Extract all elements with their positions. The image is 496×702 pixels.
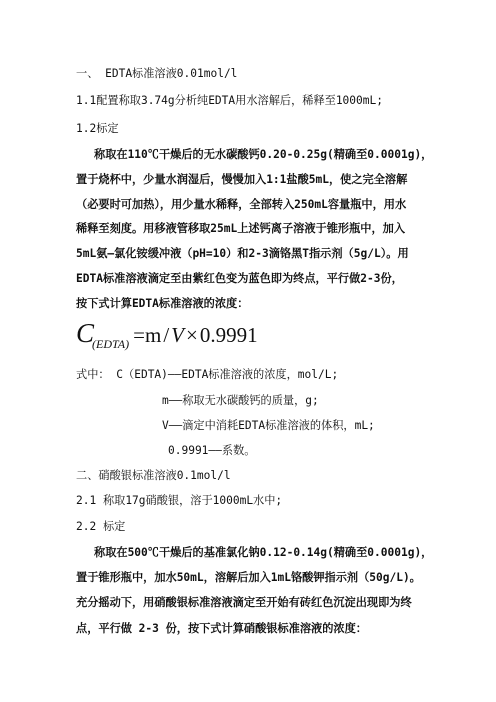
legend-line: m——称取无水碳酸钙的质量，g;: [162, 394, 319, 407]
paragraph-1-line: 5mL氨—氯化铵缓冲液（pH=10）和2-3滴铬黑T指示剂（5g/L）。用: [76, 247, 409, 260]
heading-edta: 一、 EDTA标准溶液0.01mol/l: [76, 67, 238, 80]
step-2-2: 2.2 标定: [76, 520, 126, 533]
paragraph-1-line: 稀释至刻度。用移液管移取25mL上述钙离子溶液于锥形瓶中，加入: [76, 222, 406, 235]
paragraph-2-line: 充分摇动下，用硝酸银标准溶液滴定至开始有砖红色沉淀出现即为终: [76, 596, 412, 609]
paragraph-1-line: 按下式计算EDTA标准溶液的浓度：: [76, 297, 249, 310]
paragraph-1-line: 称取在110℃干燥后的无水碳酸钙0.20-0.25g(精确至0.0001g)，: [94, 148, 433, 161]
formula-times: ×: [185, 323, 198, 347]
paragraph-2-line: 点，平行做 2-3 份，按下式计算硝酸银标准溶液的浓度：: [76, 622, 367, 635]
paragraph-1-line: 置于烧杯中，少量水润湿后，慢慢加入1:1盐酸5mL，使之完全溶解: [76, 173, 408, 186]
legend-line: 式中： C（EDTA)——EDTA标准溶液的浓度，mol/L;: [76, 368, 339, 381]
step-1-2: 1.2标定: [76, 122, 119, 135]
paragraph-2-line: 置于锥形瓶中，加水50mL，溶解后加入1mL铬酸钾指示剂（50g/L)。: [76, 571, 421, 584]
formula-v: V: [171, 323, 184, 347]
step-2-1: 2.1 称取17g硝酸银，溶于1000mL水中;: [76, 494, 283, 507]
paragraph-1-line: EDTA标准溶液滴定至由紫红色变为蓝色即为终点，平行做2-3份，: [76, 272, 403, 285]
formula-constant: 0.9991: [199, 323, 258, 347]
paragraph-2-line: 称取在500℃干燥后的基准氯化钠0.12-0.14g(精确至0.0001g)，: [94, 546, 433, 559]
edta-concentration-formula: [76, 318, 258, 352]
step-1-1: 1.1配置称取3.74g分析纯EDTA用水溶解后，稀释至1000mL;: [76, 94, 383, 107]
heading-silver-nitrate: 二、硝酸银标准溶液0.1mol/l: [76, 469, 231, 482]
formula-subscript: (EDTA): [92, 337, 130, 351]
formula-slash: /: [163, 323, 170, 347]
paragraph-1-line: （必要时可加热），用少量水稀释，全部转入250mL容量瓶中，用水: [76, 198, 407, 211]
formula-eq: =m: [133, 323, 162, 347]
formula-symbol: C: [76, 318, 95, 348]
legend-line: 0.9991——系数。: [168, 444, 256, 457]
legend-line: V——滴定中消耗EDTA标准溶液的体积，mL;: [162, 419, 375, 432]
